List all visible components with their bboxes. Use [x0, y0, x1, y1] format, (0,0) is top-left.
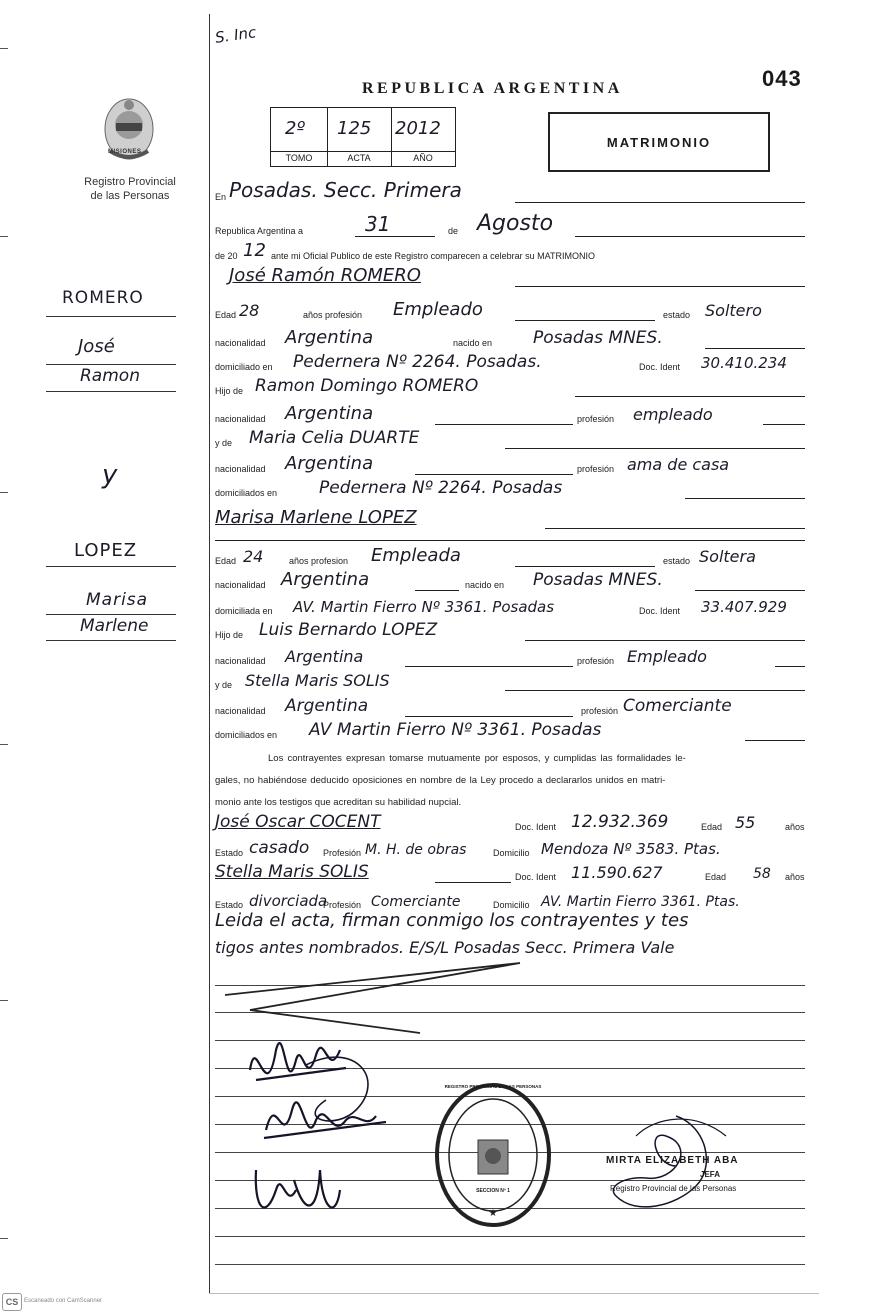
- groom-father-prof: empleado: [633, 405, 713, 424]
- document-number: 043: [762, 66, 802, 91]
- witness2-name: Stella Maris SOLIS: [215, 862, 369, 882]
- groom-father-label: Hijo de: [215, 386, 244, 396]
- declaration-line3: monio ante los testigos que acreditan su habilidad nupcial.: [215, 797, 462, 808]
- groom-estado-label: estado: [663, 310, 691, 320]
- corner-note: S. Inc: [213, 23, 258, 47]
- page-border-left: [209, 14, 210, 1294]
- country-title: REPUBLICA ARGENTINA: [362, 80, 623, 97]
- witness2-edad: 58: [753, 866, 771, 882]
- official-role: JEFA: [700, 1170, 721, 1179]
- bride-name: Marisa Marlene LOPEZ: [215, 507, 417, 528]
- scanner-text: Escaneado con CamScanner: [24, 1298, 103, 1304]
- witness1-estado: casado: [249, 838, 310, 858]
- witness1-edad: 55: [735, 813, 756, 832]
- witness2-doc: 11.590.627: [571, 863, 663, 882]
- declaration-line1: Los contrayentes expresan tomarse mutuamente por esposos, y cumplidas las formalidades le-: [268, 753, 686, 764]
- witness2-doc-label: Doc. Ident: [515, 872, 557, 882]
- groom-mother-nac: Argentina: [285, 453, 374, 474]
- witness1-profesion: M. H. de obras: [365, 842, 467, 858]
- witness1-anos: años: [785, 822, 805, 832]
- signatures: [236, 1020, 436, 1230]
- tomo-value: 2º: [285, 118, 305, 139]
- witness1-doc: 12.932.369: [571, 812, 669, 832]
- registry-name-line2: de las Personas: [90, 190, 170, 202]
- bride-nacionalidad: Argentina: [281, 569, 370, 590]
- bride-nac-label: nacionalidad: [215, 580, 266, 590]
- margin-conjunction: y: [102, 460, 118, 490]
- witness1-edad-label: Edad: [701, 822, 723, 832]
- anio-value: 2012: [395, 118, 441, 139]
- witness2-dom-label: Domicilio: [493, 900, 530, 910]
- witness2-profesion: Comerciante: [371, 894, 461, 910]
- groom-nac-label: nacionalidad: [215, 338, 266, 348]
- closing-line1: Leida el acta, firman conmigo los contrayentes y tes: [215, 910, 689, 931]
- witness2-domicilio: AV. Martin Fierro 3361. Ptas.: [541, 894, 740, 910]
- groom-doc-label: Doc. Ident: [639, 362, 681, 372]
- margin-bride-name1: Marisa: [86, 590, 149, 610]
- groom-dom-label: domiciliado en: [215, 362, 273, 372]
- groom-nacido-label: nacido en: [453, 338, 493, 348]
- de-label: de: [448, 226, 459, 236]
- margin-groom-name1: José: [78, 336, 115, 357]
- day: 31: [365, 212, 391, 236]
- bride-mother-nac: Argentina: [285, 696, 369, 716]
- groom-estado: Soltero: [705, 301, 762, 320]
- witness2-edad-label: Edad: [705, 872, 727, 882]
- witness2-anos: años: [785, 872, 805, 882]
- bride-parents-dom-label: domiciliados en: [215, 730, 278, 740]
- groom-prof-label: años profesión: [303, 310, 363, 320]
- declaration-line2: gales, no habiéndose deducido oposiciones en nombre de la Ley procedo a declararlos unidos en matri-: [215, 775, 666, 786]
- registry-name-line1: Registro Provincial: [84, 176, 176, 188]
- bride-father-nac: Argentina: [285, 647, 364, 666]
- witness2-estado-label: Estado: [215, 900, 244, 910]
- bride-father-prof: Empleado: [627, 647, 707, 666]
- bride-domicilio: AV. Martin Fierro Nº 3361. Posadas: [293, 598, 555, 616]
- seal-label: MISIONES: [108, 149, 142, 155]
- groom-nacido: Posadas MNES.: [533, 328, 663, 348]
- bride-edad: 24: [243, 547, 264, 566]
- closing-line2: tigos antes nombrados. E/S/L Posadas Secc. Primera Vale: [215, 938, 675, 957]
- margin-bride-name2: Marlene: [80, 616, 149, 636]
- groom-mother-label: y de: [215, 438, 233, 448]
- groom-domicilio: Pedernera Nº 2264. Posadas.: [293, 352, 542, 372]
- official-office: Registro Provincial de las Personas: [610, 1184, 737, 1193]
- intro-text: ante mi Oficial Publico de este Registro comparecen a celebrar su MATRIMONIO: [271, 251, 595, 261]
- bride-profesion: Empleada: [371, 545, 461, 566]
- month: Agosto: [477, 211, 554, 236]
- page-border-bottom: [209, 1293, 819, 1294]
- bride-father: Luis Bernardo LOPEZ: [259, 620, 438, 640]
- witness1-name: José Oscar COCENT: [215, 812, 381, 832]
- document-type-box: [548, 112, 770, 172]
- en-label: En: [215, 192, 227, 202]
- stamp-subtext: SECCION Nº 1: [476, 1188, 510, 1194]
- bride-dom-label: domiciliada en: [215, 606, 273, 616]
- official-name: MIRTA ELIZABETH ABA: [606, 1155, 739, 1166]
- witness2-estado: divorciada: [249, 892, 328, 910]
- republic-label: Republica Argentina a: [215, 226, 304, 236]
- document-type: MATRIMONIO: [606, 134, 712, 150]
- place: Posadas. Secc. Primera: [229, 178, 462, 202]
- groom-doc: 30.410.234: [701, 354, 787, 372]
- bride-father-prof-label: profesión: [577, 656, 615, 666]
- groom-parents-dom-label: domiciliados en: [215, 488, 278, 498]
- witness1-domicilio: Mendoza Nº 3583. Ptas.: [541, 840, 721, 858]
- groom-mother: Maria Celia DUARTE: [249, 428, 420, 448]
- bride-father-label: Hijo de: [215, 630, 244, 640]
- record-number-box: [270, 107, 456, 167]
- bride-mother: Stella Maris SOLIS: [245, 671, 390, 690]
- bride-prof-label: años profesion: [289, 556, 349, 566]
- acta-label: ACTA: [347, 153, 371, 163]
- scanner-logo-text: CS: [5, 1297, 19, 1307]
- bride-mother-prof: Comerciante: [623, 696, 732, 716]
- official-signature: [596, 1106, 746, 1236]
- groom-mother-prof: ama de casa: [627, 455, 730, 474]
- groom-edad: 28: [239, 301, 260, 320]
- groom-father: Ramon Domingo ROMERO: [255, 376, 479, 396]
- stamp-text: REGISTRO PROVINCIAL DE LAS PERSONAS: [444, 1084, 542, 1089]
- bride-parents-dom: AV Martin Fierro Nº 3361. Posadas: [309, 720, 602, 740]
- year-prefix: de 20: [215, 251, 238, 261]
- margin-bride-surname: LOPEZ: [74, 540, 138, 561]
- bride-estado-label: estado: [663, 556, 691, 566]
- groom-father-nac-label: nacionalidad: [215, 414, 266, 424]
- witness1-dom-label: Domicilio: [493, 848, 530, 858]
- bride-nacido: Posadas MNES.: [533, 570, 663, 590]
- bride-doc-label: Doc. Ident: [639, 606, 681, 616]
- witness2-prof-label: Profesión: [323, 900, 362, 910]
- groom-edad-label: Edad: [215, 310, 237, 320]
- bride-estado: Soltera: [699, 547, 756, 566]
- witness1-doc-label: Doc. Ident: [515, 822, 557, 832]
- bride-mother-prof-label: profesión: [581, 706, 619, 716]
- bride-edad-label: Edad: [215, 556, 237, 566]
- bride-mother-nac-label: nacionalidad: [215, 706, 266, 716]
- groom-profesion: Empleado: [393, 299, 483, 320]
- groom-name: José Ramón ROMERO: [229, 265, 421, 286]
- groom-nacionalidad: Argentina: [285, 327, 374, 348]
- province-seal: [100, 95, 158, 165]
- year-suffix: 12: [243, 240, 266, 261]
- groom-father-nac: Argentina: [285, 403, 374, 424]
- groom-mother-prof-label: profesión: [577, 464, 615, 474]
- bride-father-nac-label: nacionalidad: [215, 656, 266, 666]
- groom-parents-dom: Pedernera Nº 2264. Posadas: [319, 478, 563, 498]
- acta-value: 125: [337, 118, 372, 139]
- witness1-prof-label: Profesión: [323, 848, 362, 858]
- tomo-label: TOMO: [285, 153, 313, 163]
- anio-label: AÑO: [413, 153, 433, 163]
- groom-mother-nac-label: nacionalidad: [215, 464, 266, 474]
- official-stamp: [432, 1080, 554, 1230]
- bride-mother-label: y de: [215, 680, 233, 690]
- bride-nacido-label: nacido en: [465, 580, 505, 590]
- bride-doc: 33.407.929: [701, 598, 787, 616]
- margin-groom-name2: Ramon: [80, 366, 140, 386]
- svg-text:★: ★: [488, 1208, 498, 1219]
- scanner-logo: [2, 1293, 22, 1311]
- witness1-estado-label: Estado: [215, 848, 244, 858]
- groom-father-prof-label: profesión: [577, 414, 615, 424]
- margin-groom-surname: ROMERO: [62, 288, 144, 308]
